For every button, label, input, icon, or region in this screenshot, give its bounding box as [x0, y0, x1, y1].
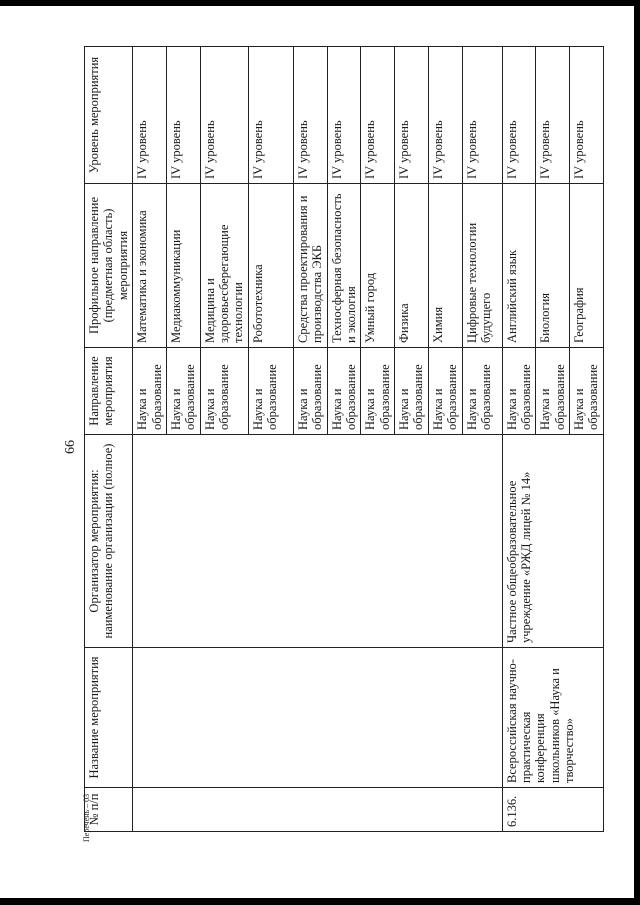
- rotated-table-wrapper: [84, 47, 601, 832]
- header-event-name: Название мероприятия: [85, 648, 133, 788]
- cell-level: IV уровень: [166, 47, 200, 184]
- cell-profile: Биология: [536, 184, 570, 348]
- table-header-row: [85, 47, 133, 832]
- cell-direction: Наука и образование: [570, 348, 604, 435]
- scan-border-bottom: [0, 898, 640, 905]
- table-row-entry: [502, 47, 536, 832]
- cell-direction: Наука и образование: [133, 348, 167, 435]
- cell-direction: Наука и образование: [462, 348, 502, 435]
- cell-level: IV уровень: [462, 47, 502, 184]
- cell-entry-event-name: Всероссийская научно-практическая конференция школьников «Наука и творчество»: [502, 648, 603, 788]
- cell-direction: Наука и образование: [428, 348, 462, 435]
- events-table: [84, 46, 604, 832]
- scan-border-right: [634, 0, 640, 905]
- cell-level: IV уровень: [502, 47, 536, 184]
- cell-profile: Медицина и здоровьесберегающие технологии: [200, 184, 248, 348]
- header-direction: Направление мероприятия: [85, 348, 133, 435]
- cell-entry-organizer: Частное общеобразовательное учреждение «РЖД лицей № 14»: [502, 435, 603, 648]
- table-row: [133, 47, 167, 832]
- cell-organizer-empty: [133, 435, 502, 648]
- scan-border-top: [0, 0, 640, 6]
- cell-direction: Наука и образование: [327, 348, 361, 435]
- header-level: Уровень мероприятия: [85, 47, 133, 184]
- cell-level: IV уровень: [570, 47, 604, 184]
- cell-direction: Наука и образование: [502, 348, 536, 435]
- cell-level: IV уровень: [361, 47, 395, 184]
- cell-num-empty: [133, 788, 502, 832]
- cell-direction: Наука и образование: [200, 348, 248, 435]
- cell-level: IV уровень: [293, 47, 327, 184]
- cell-profile: География: [570, 184, 604, 348]
- header-organizer: Организатор мероприятия: наименование организации (полное): [85, 435, 133, 648]
- cell-level: IV уровень: [327, 47, 361, 184]
- cell-profile: Медиакоммуникации: [166, 184, 200, 348]
- cell-level: IV уровень: [248, 47, 293, 184]
- cell-direction: Наука и образование: [361, 348, 395, 435]
- cell-profile: Английский язык: [502, 184, 536, 348]
- cell-direction: Наука и образование: [248, 348, 293, 435]
- cell-level: IV уровень: [133, 47, 167, 184]
- cell-profile: Умный город: [361, 184, 395, 348]
- footer-note: Перечень – 03: [82, 793, 91, 842]
- cell-level: IV уровень: [536, 47, 570, 184]
- cell-profile: Химия: [428, 184, 462, 348]
- cell-profile: Математика и экономика: [133, 184, 167, 348]
- cell-direction: Наука и образование: [166, 348, 200, 435]
- cell-entry-num: 6.136.: [502, 788, 603, 832]
- cell-direction: Наука и образование: [536, 348, 570, 435]
- cell-direction: Наука и образование: [293, 348, 327, 435]
- cell-direction: Наука и образование: [395, 348, 429, 435]
- header-profile: Профильное направление (предметная область) мероприятия: [85, 184, 133, 348]
- cell-event-empty: [133, 648, 502, 788]
- header-num: № п/п: [85, 788, 133, 832]
- cell-level: IV уровень: [428, 47, 462, 184]
- cell-profile: Техносферная безопасность и экология: [327, 184, 361, 348]
- cell-level: IV уровень: [200, 47, 248, 184]
- cell-profile: Физика: [395, 184, 429, 348]
- cell-profile: Средства проектирования и производства ЭКБ: [293, 184, 327, 348]
- page-number: 66: [63, 440, 78, 454]
- cell-profile: Цифровые технологии будущего: [462, 184, 502, 348]
- cell-profile: Робототехника: [248, 184, 293, 348]
- cell-level: IV уровень: [395, 47, 429, 184]
